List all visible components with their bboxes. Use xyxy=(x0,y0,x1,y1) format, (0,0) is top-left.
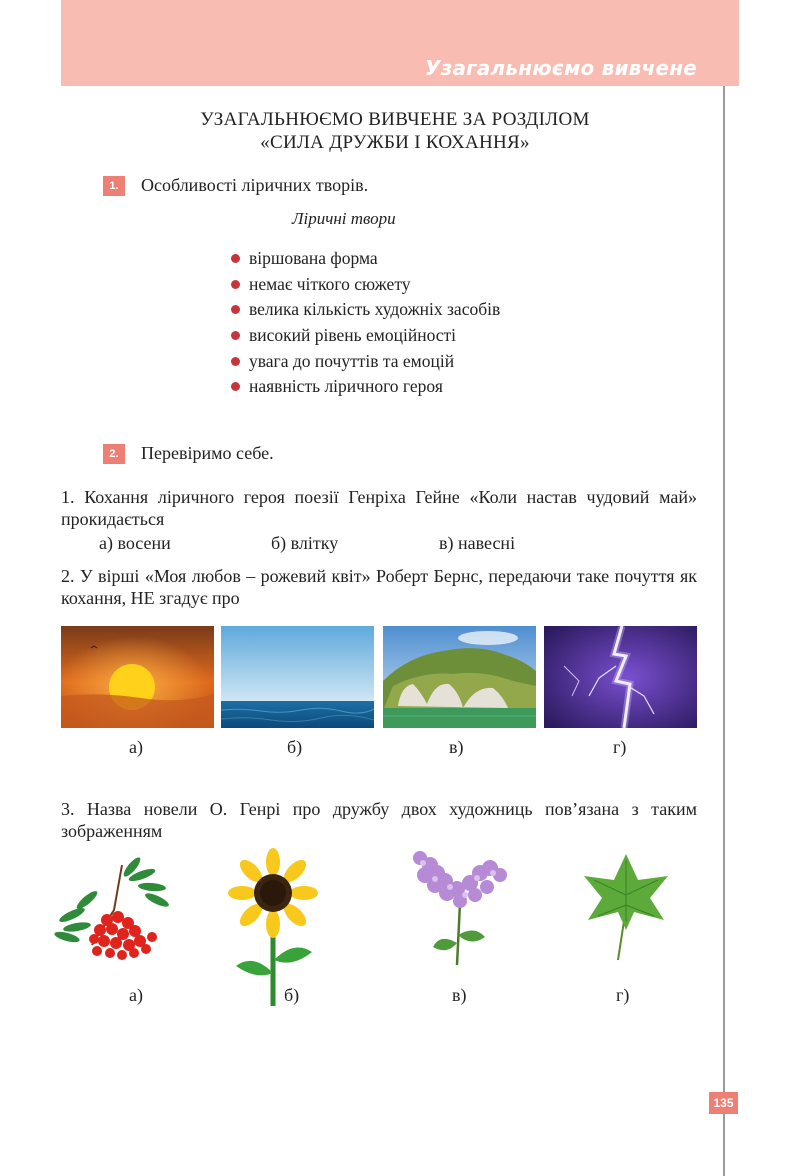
list-item: велика кількість художніх засобів xyxy=(231,297,500,323)
answer-b: б) влітку xyxy=(271,533,339,553)
section-title: Узагальнюємо вивчене xyxy=(425,56,697,80)
list-item: немає чіткого сюжету xyxy=(231,272,500,298)
sun-image xyxy=(61,626,214,728)
q2-label-b: б) xyxy=(287,737,303,757)
q2-label-d: г) xyxy=(613,737,627,757)
sea-image xyxy=(221,626,374,728)
bullet-dot xyxy=(231,357,240,366)
lilac-image xyxy=(405,843,515,973)
page-title-line-2: «СИЛА ДРУЖБИ І КОХАННЯ» xyxy=(260,132,530,153)
mountain-image xyxy=(383,626,536,728)
lightning-image xyxy=(544,626,697,728)
page-title xyxy=(80,108,710,154)
page-number: 135 xyxy=(709,1092,738,1114)
bullet-dot xyxy=(231,280,240,289)
header-band xyxy=(61,0,739,86)
margin-rule xyxy=(723,86,725,1176)
rowan-image xyxy=(52,855,177,975)
list-item: високий рівень емоційності xyxy=(231,323,500,349)
q3-label-a: а) xyxy=(129,985,143,1005)
lyric-features-list xyxy=(231,246,500,400)
page-title-line-1: УЗАГАЛЬНЮЄМО ВИВЧЕНЕ ЗА РОЗДІЛОМ xyxy=(200,109,590,130)
task-1-badge: 1. xyxy=(103,176,125,196)
q3-label-c: в) xyxy=(452,985,467,1005)
task-1 xyxy=(103,175,368,196)
task-2-badge: 2. xyxy=(103,444,125,464)
q3-label-b: б) xyxy=(284,985,300,1005)
question-2: 2. У вірші «Моя любов – рожевий квіт» Роберт Бернс, передаючи таке почуття як кохання, НЕ згадує про xyxy=(61,566,697,608)
q2-label-a: а) xyxy=(129,737,143,757)
bullet-dot xyxy=(231,254,240,263)
task-1-text: Особливості ліричних творів. xyxy=(141,175,369,195)
q2-label-c: в) xyxy=(449,737,464,757)
question-1: 1. Кохання ліричного героя поезії Генріха Гейне «Коли настав чудовий май» прокидається xyxy=(61,487,697,529)
q3-label-d: г) xyxy=(616,985,630,1005)
bullet-dot xyxy=(231,331,240,340)
task-2 xyxy=(103,443,274,464)
bullet-dot xyxy=(231,305,240,314)
bullet-dot xyxy=(231,382,240,391)
lyric-heading: Ліричні твори xyxy=(292,209,396,228)
sunflower-image xyxy=(228,848,318,1013)
answer-a: а) восени xyxy=(99,533,171,553)
ivy-leaf-image xyxy=(578,850,673,967)
question-3: 3. Назва новели О. Генрі про дружбу двох художниць пов’язана з таким зображенням xyxy=(61,799,697,841)
list-item: наявність ліричного героя xyxy=(231,374,500,400)
list-item: увага до почуттів та емоцій xyxy=(231,348,500,374)
list-item: віршована форма xyxy=(231,246,500,272)
task-2-text: Перевіримо себе. xyxy=(141,443,274,463)
answer-c: в) навесні xyxy=(439,533,516,553)
